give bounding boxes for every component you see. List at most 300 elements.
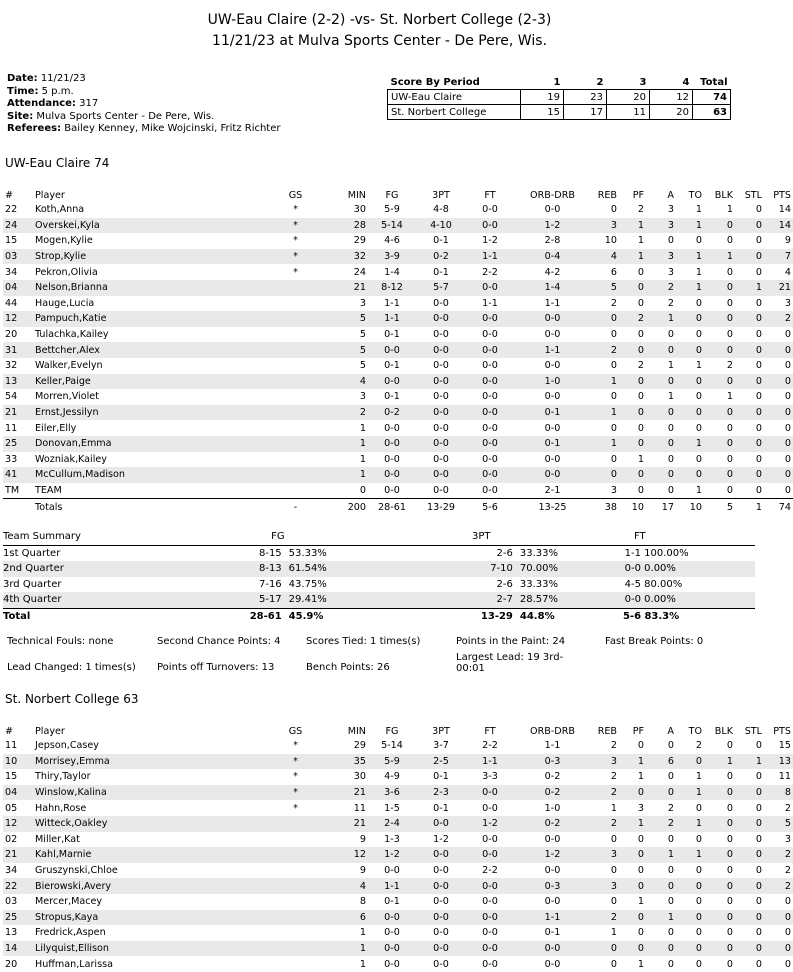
- cell-ft: 0-0: [482, 484, 498, 496]
- cell-orb-drb: 0-3: [514, 754, 591, 770]
- cell-number: 25: [3, 436, 33, 452]
- col-header-player: Player: [35, 725, 65, 737]
- cell-gs: [263, 311, 328, 327]
- cell-gs: [263, 956, 328, 972]
- cell-pts: 2: [764, 847, 793, 863]
- period-row: [388, 90, 731, 105]
- team1-box-score: [3, 188, 793, 515]
- cell-ft: 0-0: [466, 910, 514, 926]
- cell-fg: 0-1: [384, 360, 400, 372]
- cell-min: 9: [359, 865, 366, 877]
- col-header-min: MIN: [347, 725, 366, 737]
- cell-number: 54: [5, 391, 18, 403]
- cell-3pt: 0-0: [416, 816, 466, 832]
- cell-reb: 2: [591, 816, 619, 832]
- cell-reb: 1: [591, 436, 619, 452]
- cell-fg: 5-9: [368, 754, 416, 770]
- cell-reb: 0: [591, 311, 619, 327]
- cell-pts: 14: [764, 218, 793, 234]
- points-in-paint: Points in the Paint: 24: [456, 636, 566, 647]
- cell-orb-drb: 1-1: [514, 342, 591, 358]
- cell-gs: [263, 296, 328, 312]
- cell-to: 0: [695, 391, 702, 403]
- cell-fg: 5-14: [381, 740, 403, 752]
- period-header: 4: [682, 76, 690, 88]
- cell-a: 0: [646, 405, 676, 421]
- cell-a: 0: [646, 374, 676, 390]
- team-name: St. Norbert College: [388, 105, 521, 120]
- cell-reb: 0: [610, 391, 617, 403]
- three-value: 13-29: [430, 608, 516, 624]
- cell-pts: 0: [764, 374, 793, 390]
- cell-stl: 0: [735, 785, 764, 801]
- cell-orb-drb: 0-3: [514, 878, 591, 894]
- col-header-to: TO: [688, 725, 702, 737]
- ft-value: 5-6: [622, 610, 642, 622]
- player-row: [3, 420, 793, 436]
- cell-gs: *: [293, 235, 298, 247]
- game-info: [7, 73, 281, 136]
- cell-stl: 0: [755, 771, 762, 783]
- cell-ft: 0-0: [482, 329, 498, 341]
- team2-box-score: [3, 724, 793, 972]
- period-score: 20: [607, 90, 650, 105]
- player-row: [3, 894, 793, 910]
- cell-orb-drb: 0-0: [544, 453, 561, 465]
- cell-orb-drb: 0-0: [544, 360, 561, 372]
- col-header-reb: REB: [597, 725, 617, 737]
- cell-ft: 0-0: [466, 878, 514, 894]
- cell-min: 5: [359, 329, 366, 341]
- cell-number: 41: [3, 467, 33, 483]
- cell-a: 2: [667, 297, 674, 309]
- cell-fg: 0-1: [384, 391, 400, 403]
- cell-fg: 2-4: [368, 816, 416, 832]
- cell-reb: 1: [610, 927, 617, 939]
- cell-3pt: 0-0: [433, 958, 449, 970]
- cell-3pt: 0-2: [416, 249, 466, 265]
- cell-player: Lilyquist,Ellison: [33, 941, 263, 957]
- cell-ft: 0-0: [466, 405, 514, 421]
- cell-ft: 0-0: [482, 204, 498, 216]
- cell-number: 34: [5, 266, 18, 278]
- player-row: [3, 452, 793, 468]
- player-row: [3, 233, 793, 249]
- cell-3pt: 0-0: [433, 297, 449, 309]
- player-row: [3, 816, 793, 832]
- player-row: [3, 389, 793, 405]
- bench-points: Bench Points: 26: [306, 662, 390, 673]
- cell-to: 1: [695, 204, 702, 216]
- col-header-player: Player: [35, 189, 65, 201]
- cell-orb-drb: 0-0: [544, 329, 561, 341]
- cell-min: 1: [328, 941, 368, 957]
- cell-ft: 1-1: [482, 297, 498, 309]
- cell-pts: 9: [784, 235, 791, 247]
- ft-value: 4-5: [624, 578, 641, 590]
- player-row: [3, 483, 793, 499]
- cell-player: Koth,Anna: [35, 204, 85, 216]
- cell-to: 0: [676, 405, 704, 421]
- cell-a: 0: [646, 342, 676, 358]
- cell-reb: 0: [591, 941, 619, 957]
- cell-ft: 0-0: [466, 785, 514, 801]
- cell-min: 21: [328, 280, 368, 296]
- cell-pts: 2: [784, 802, 791, 814]
- cell-stl: 0: [755, 297, 762, 309]
- ft-cell: [623, 592, 755, 608]
- total-cell-to: 10: [676, 499, 704, 515]
- cell-player: Hauge,Lucia: [35, 297, 95, 309]
- cell-3pt: 0-0: [416, 342, 466, 358]
- cell-pf: 1: [637, 453, 644, 465]
- cell-pts: 0: [764, 405, 793, 421]
- cell-a: 2: [667, 802, 674, 814]
- col-header-blk: BLK: [714, 725, 733, 737]
- cell-reb: 2: [591, 910, 619, 926]
- cell-a: 0: [667, 896, 674, 908]
- total-cell-fg: 28-61: [368, 499, 416, 515]
- cell-blk: 0: [726, 740, 733, 752]
- player-row: [3, 800, 793, 816]
- fast-break-points: Fast Break Points: 0: [605, 636, 704, 647]
- cell-ft: 0-0: [466, 342, 514, 358]
- col-header-3pt: 3PT: [432, 725, 450, 737]
- cell-pf: 3: [637, 802, 644, 814]
- cell-ft: 0-0: [482, 833, 498, 845]
- cell-min: 6: [328, 910, 368, 926]
- player-row: [3, 769, 793, 785]
- cell-reb: 3: [591, 754, 619, 770]
- cell-a: 1: [646, 910, 676, 926]
- cell-number: 12: [3, 816, 33, 832]
- cell-pts: 2: [764, 311, 793, 327]
- cell-a: 0: [667, 422, 674, 434]
- ft-pct: 83.3%: [644, 610, 680, 622]
- three-value: 7-10: [430, 561, 516, 577]
- fg-pct: 29.41%: [285, 592, 430, 608]
- cell-reb: 1: [591, 374, 619, 390]
- cell-orb-drb: 1-2: [514, 847, 591, 863]
- col-header-reb: REB: [597, 189, 617, 201]
- cell-a: 0: [667, 740, 674, 752]
- cell-fg: 4-6: [384, 235, 400, 247]
- cell-pts: 0: [784, 329, 791, 341]
- cell-3pt: 0-1: [433, 802, 449, 814]
- cell-reb: 0: [610, 896, 617, 908]
- total-cell-player: Totals: [33, 499, 263, 515]
- cell-gs: [263, 832, 328, 848]
- cell-min: 3: [359, 297, 366, 309]
- cell-a: 0: [646, 941, 676, 957]
- cell-player: Jepson,Casey: [35, 740, 99, 752]
- cell-number: 03: [3, 249, 33, 265]
- cell-blk: 0: [704, 280, 735, 296]
- game-location: 11/21/23 at Mulva Sports Center - De Pere, Wis.: [212, 33, 547, 49]
- cell-fg: 0-0: [368, 941, 416, 957]
- cell-reb: 0: [610, 958, 617, 970]
- cell-number: 15: [5, 235, 18, 247]
- cell-stl: 0: [755, 360, 762, 372]
- time-value: 5 p.m.: [41, 85, 74, 97]
- cell-stl: 0: [755, 422, 762, 434]
- cell-stl: 0: [735, 941, 764, 957]
- cell-gs: [263, 910, 328, 926]
- col-header-number: #: [5, 725, 14, 737]
- fg-value: 5-17: [233, 592, 285, 608]
- period-score: 11: [607, 105, 650, 120]
- cell-fg: 1-1: [368, 311, 416, 327]
- cell-reb: 1: [591, 405, 619, 421]
- cell-blk: 0: [704, 910, 735, 926]
- cell-to: 1: [695, 360, 702, 372]
- player-row: [3, 296, 793, 312]
- period-score: 20: [650, 105, 693, 120]
- fg-header: FG: [233, 529, 285, 545]
- cell-min: 24: [353, 266, 366, 278]
- cell-3pt: 0-0: [416, 467, 466, 483]
- three-pct: 28.57%: [516, 592, 623, 608]
- quarter-row: [3, 577, 755, 593]
- cell-ft: 0-0: [466, 467, 514, 483]
- cell-min: 1: [359, 422, 366, 434]
- cell-player: Kahl,Marnie: [33, 847, 263, 863]
- cell-orb-drb: 1-1: [514, 910, 591, 926]
- cell-a: 1: [667, 360, 674, 372]
- cell-3pt: 0-0: [433, 329, 449, 341]
- cell-ft: 0-0: [482, 422, 498, 434]
- cell-gs: *: [293, 266, 298, 278]
- site-value: Mulva Sports Center - De Pere, Wis.: [36, 110, 215, 122]
- cell-3pt: 0-0: [433, 453, 449, 465]
- cell-pts: 21: [764, 280, 793, 296]
- date-label: Date:: [7, 73, 38, 84]
- col-header-pf: PF: [632, 725, 644, 737]
- cell-orb-drb: 0-2: [544, 771, 561, 783]
- col-header-pts: PTS: [773, 725, 791, 737]
- cell-pts: 0: [784, 391, 791, 403]
- three-value: 2-7: [430, 592, 516, 608]
- cell-to: 1: [695, 484, 702, 496]
- cell-pf: 0: [619, 785, 646, 801]
- totals-row: [3, 499, 793, 515]
- cell-stl: 0: [755, 204, 762, 216]
- player-row: [3, 941, 793, 957]
- cell-gs: [263, 374, 328, 390]
- column-header-row: [3, 188, 793, 202]
- cell-number: 13: [5, 927, 18, 939]
- cell-ft: 0-0: [482, 958, 498, 970]
- cell-3pt: 4-10: [416, 218, 466, 234]
- cell-orb-drb: 0-0: [544, 204, 561, 216]
- cell-ft: 3-3: [482, 771, 498, 783]
- cell-stl: 0: [735, 311, 764, 327]
- player-row: [3, 264, 793, 280]
- cell-reb: 2: [591, 785, 619, 801]
- col-header-ft: FT: [484, 189, 496, 201]
- team-summary-title: Team Summary: [3, 529, 233, 545]
- cell-a: 0: [667, 329, 674, 341]
- cell-number: 03: [5, 896, 18, 908]
- cell-pf: 0: [637, 833, 644, 845]
- cell-player: Witteck,Oakley: [33, 816, 263, 832]
- cell-min: 30: [353, 771, 366, 783]
- scores-tied: Scores Tied: 1 times(s): [306, 636, 421, 647]
- cell-orb-drb: 0-0: [514, 311, 591, 327]
- player-row: [3, 280, 793, 296]
- cell-min: 21: [328, 816, 368, 832]
- cell-pts: 7: [764, 249, 793, 265]
- total-cell-blk: 5: [704, 499, 735, 515]
- cell-player: Walker,Evelyn: [35, 360, 103, 372]
- three-pct: 44.8%: [516, 608, 623, 624]
- site-label: Site:: [7, 110, 34, 122]
- cell-pts: 4: [784, 266, 791, 278]
- cell-player: Keller,Paige: [33, 374, 263, 390]
- cell-blk: 2: [726, 360, 733, 372]
- cell-gs: [263, 467, 328, 483]
- cell-a: 0: [667, 927, 674, 939]
- cell-reb: 1: [610, 802, 617, 814]
- cell-pts: 0: [784, 484, 791, 496]
- period-header: 2: [596, 76, 604, 88]
- cell-number: 20: [5, 958, 18, 970]
- cell-min: 30: [353, 204, 366, 216]
- cell-stl: 0: [755, 484, 762, 496]
- cell-to: 0: [676, 342, 704, 358]
- cell-fg: 0-1: [384, 329, 400, 341]
- fg-value: 8-13: [233, 561, 285, 577]
- fg-value: 8-15: [258, 547, 282, 559]
- team-name: UW-Eau Claire: [388, 90, 521, 105]
- cell-reb: 3: [610, 484, 617, 496]
- cell-pts: 0: [784, 422, 791, 434]
- three-pct: 33.33%: [519, 578, 559, 590]
- cell-orb-drb: 4-2: [544, 266, 561, 278]
- cell-stl: 0: [755, 833, 762, 845]
- period-score: 12: [650, 90, 693, 105]
- total-cell-number: [3, 499, 33, 515]
- cell-3pt: 0-0: [433, 484, 449, 496]
- largest-lead: Largest Lead: 19 3rd-: [456, 652, 564, 663]
- cell-stl: 0: [735, 405, 764, 421]
- period-score: 15: [521, 105, 564, 120]
- cell-pts: 0: [784, 896, 791, 908]
- total-cell-3pt: 13-29: [416, 499, 466, 515]
- col-header-stl: STL: [744, 725, 762, 737]
- cell-pf: 0: [637, 266, 644, 278]
- cell-number: 02: [5, 833, 18, 845]
- cell-stl: 0: [735, 342, 764, 358]
- cell-a: 1: [646, 847, 676, 863]
- cell-player: Huffman,Larissa: [35, 958, 113, 970]
- cell-reb: 0: [610, 865, 617, 877]
- cell-fg: 0-0: [384, 927, 400, 939]
- cell-to: 1: [676, 218, 704, 234]
- cell-ft: 0-0: [482, 802, 498, 814]
- cell-player: Overskei,Kyla: [33, 218, 263, 234]
- ft-cell: [623, 577, 755, 593]
- cell-orb-drb: 1-1: [544, 297, 561, 309]
- ft-pct: 80.00%: [644, 578, 683, 590]
- cell-blk: 1: [726, 204, 733, 216]
- cell-a: 0: [646, 785, 676, 801]
- cell-number: 21: [3, 847, 33, 863]
- cell-min: 29: [353, 235, 366, 247]
- col-header-fg: FG: [385, 725, 399, 737]
- ft-cell: [623, 608, 755, 624]
- cell-to: 0: [676, 910, 704, 926]
- cell-3pt: 3-7: [433, 740, 449, 752]
- cell-3pt: 0-0: [416, 405, 466, 421]
- cell-stl: 1: [735, 280, 764, 296]
- cell-gs: *: [293, 802, 298, 814]
- cell-player: Morren,Violet: [35, 391, 99, 403]
- cell-a: 0: [667, 235, 674, 247]
- cell-reb: 3: [591, 847, 619, 863]
- cell-pf: 1: [637, 896, 644, 908]
- cell-fg: 1-3: [384, 833, 400, 845]
- cell-pf: 0: [619, 342, 646, 358]
- cell-number: 44: [5, 297, 18, 309]
- cell-pf: 2: [637, 360, 644, 372]
- col-header-3pt: 3PT: [432, 189, 450, 201]
- ft-value: 1-1: [624, 547, 641, 559]
- cell-to: 0: [695, 235, 702, 247]
- cell-number: 21: [3, 405, 33, 421]
- cell-number: TM: [5, 484, 20, 496]
- cell-pf: 1: [637, 235, 644, 247]
- total-label: Total: [3, 608, 233, 624]
- cell-a: 0: [667, 958, 674, 970]
- cell-min: 11: [353, 802, 366, 814]
- cell-number: 11: [5, 740, 18, 752]
- cell-gs: *: [263, 218, 328, 234]
- cell-3pt: 0-0: [433, 422, 449, 434]
- cell-reb: 0: [610, 422, 617, 434]
- col-header-number: #: [5, 189, 14, 201]
- cell-blk: 0: [726, 802, 733, 814]
- period-header: 3: [639, 76, 647, 88]
- ft-pct: 0.00%: [644, 594, 676, 606]
- cell-player: Nelson,Brianna: [33, 280, 263, 296]
- cell-ft: 0-0: [466, 218, 514, 234]
- cell-orb-drb: 1-0: [514, 374, 591, 390]
- player-row: [3, 405, 793, 421]
- cell-fg: 0-0: [368, 374, 416, 390]
- cell-to: 1: [676, 785, 704, 801]
- cell-player: Morrisey,Emma: [33, 754, 263, 770]
- team2-section-title: St. Norbert College 63: [5, 692, 139, 706]
- cell-gs: [263, 847, 328, 863]
- total-cell-stl: 1: [735, 499, 764, 515]
- referees-value: Bailey Kenney, Mike Wojcinski, Fritz Richter: [64, 123, 281, 135]
- cell-min: 1: [328, 436, 368, 452]
- cell-gs: [263, 452, 328, 468]
- cell-blk: 0: [726, 771, 733, 783]
- cell-gs: [263, 894, 328, 910]
- cell-a: 0: [646, 467, 676, 483]
- player-row: [3, 910, 793, 926]
- cell-orb-drb: 0-1: [544, 927, 561, 939]
- cell-player: Winslow,Kalina: [33, 785, 263, 801]
- ft-value: 0-0: [624, 594, 641, 606]
- cell-blk: 0: [726, 235, 733, 247]
- cell-orb-drb: 2-1: [544, 484, 561, 496]
- cell-3pt: 0-1: [433, 771, 449, 783]
- player-row: [3, 754, 793, 770]
- game-title: UW-Eau Claire (2-2) -vs- St. Norbert College (2-3): [207, 12, 552, 28]
